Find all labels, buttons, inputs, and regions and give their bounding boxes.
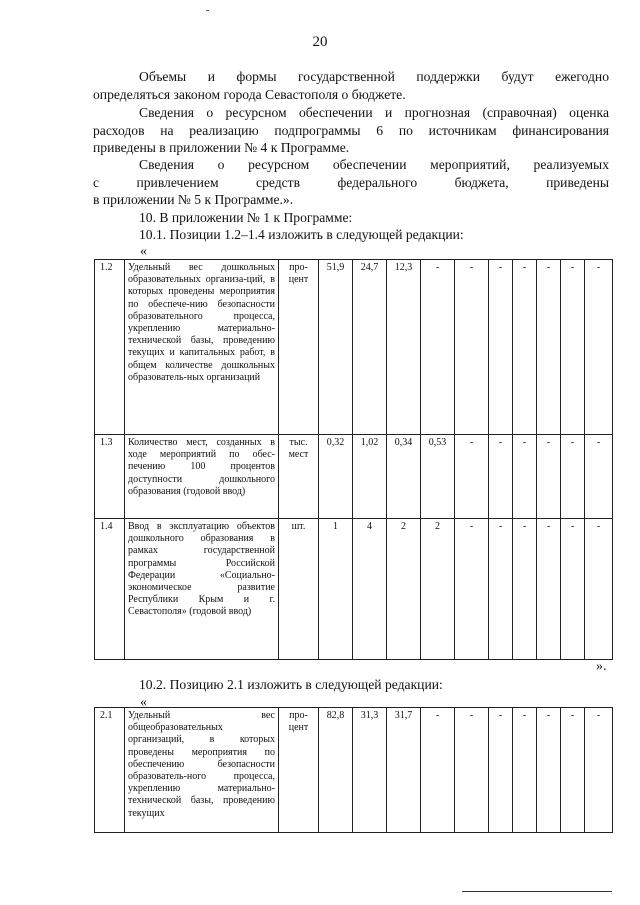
value-cell: - (561, 708, 585, 833)
value-cell: 2 (421, 519, 455, 660)
position-number: 1.3 (95, 435, 125, 519)
closing-quote: ». (596, 659, 607, 674)
positions-table-2 (94, 707, 613, 833)
value-cell: - (489, 708, 513, 833)
unit: шт. (279, 519, 319, 660)
value-cell: - (561, 519, 585, 660)
value-cell: 0,34 (387, 435, 421, 519)
scan-mark (206, 10, 209, 11)
value-cell: 1,02 (353, 435, 387, 519)
value-cell: 0,32 (319, 435, 353, 519)
page-number: 20 (312, 34, 328, 50)
unit: про-цент (279, 260, 319, 435)
value-cell: - (455, 435, 489, 519)
value-cell: - (513, 435, 537, 519)
unit: тыс. мест (279, 435, 319, 519)
value-cell: - (513, 708, 537, 833)
value-cell: - (489, 519, 513, 660)
value-cell: - (421, 708, 455, 833)
value-cell: 51,9 (319, 260, 353, 435)
paragraph-line: 10.2. Позицию 2.1 изложить в следующей редакции: (139, 677, 443, 692)
value-cell: - (537, 519, 561, 660)
value-cell: 31,7 (387, 708, 421, 833)
paragraph-line: в приложении № 5 к Программе.». (93, 192, 294, 207)
table-row (95, 435, 613, 519)
paragraph-line: 10. В приложении № 1 к Программе: (139, 210, 353, 225)
value-cell: 24,7 (353, 260, 387, 435)
value-cell: - (455, 260, 489, 435)
value-cell: - (537, 260, 561, 435)
opening-quote: « (140, 244, 147, 259)
paragraph-line: Сведения о ресурсном обеспечении и прогнозная (справочная) оценка (139, 105, 609, 120)
paragraph-line: 10.1. Позиции 1.2–1.4 изложить в следующей редакции: (139, 227, 464, 242)
unit: про-цент (279, 708, 319, 833)
value-cell: - (489, 260, 513, 435)
value-cell: - (561, 435, 585, 519)
value-cell: - (585, 708, 613, 833)
position-number: 1.2 (95, 260, 125, 435)
indicator-name: Количество мест, созданных в ходе мероприятий по обес-печению 100 процентов доступности дошкольного образования (годовой ввод) (125, 435, 279, 519)
value-cell: 2 (387, 519, 421, 660)
value-cell: - (585, 260, 613, 435)
value-cell: - (585, 435, 613, 519)
value-cell: - (513, 519, 537, 660)
paragraph-line: расходов на реализацию подпрограммы 6 по источникам финансирования (93, 123, 609, 138)
table-row (95, 708, 613, 833)
indicator-name: Удельный вес общеобразовательных организаций, в которых проведены мероприятия по обеспечению безопасности образователь-ного процесса, укреплению материально-технической базы, проведению текущих (125, 708, 279, 833)
value-cell: 1 (319, 519, 353, 660)
value-cell: 4 (353, 519, 387, 660)
value-cell: - (455, 519, 489, 660)
value-cell: - (585, 519, 613, 660)
value-cell: - (513, 260, 537, 435)
value-cell: 0,53 (421, 435, 455, 519)
opening-quote: « (140, 695, 147, 710)
footer-rule (462, 891, 612, 892)
table-row (95, 519, 613, 660)
position-number: 2.1 (95, 708, 125, 833)
value-cell: - (537, 435, 561, 519)
paragraph-line: Объемы и формы государственной поддержки будут ежегодно (139, 69, 609, 84)
value-cell: 82,8 (319, 708, 353, 833)
position-number: 1.4 (95, 519, 125, 660)
table-row (95, 260, 613, 435)
paragraph-line: определяться законом города Севастополя о бюджете. (93, 87, 406, 102)
value-cell: 31,3 (353, 708, 387, 833)
value-cell: 12,3 (387, 260, 421, 435)
value-cell: - (537, 708, 561, 833)
paragraph-line: с привлечением средств федерального бюджета, приведены (93, 175, 609, 190)
value-cell: - (489, 435, 513, 519)
positions-table-1 (94, 259, 613, 660)
indicator-name: Удельный вес дошкольных образовательных организа-ций, в которых проведены мероприятия по обеспече-нию безопасности образовательного процесса, укреплению материально-технической базы, проведению текущих и капитальных работ, в общем количестве дошкольных образователь-ных организаций (125, 260, 279, 435)
value-cell: - (421, 260, 455, 435)
paragraph-line: приведены в приложении № 4 к Программе. (93, 140, 350, 155)
value-cell: - (455, 708, 489, 833)
indicator-name: Ввод в эксплуатацию объектов дошкольного образования в рамках государственной программы Российской Федерации «Социально-экономическое развитие Республики Крым и г. Севастополя» (годовой ввод) (125, 519, 279, 660)
value-cell: - (561, 260, 585, 435)
paragraph-line: Сведения о ресурсном обеспечении мероприятий, реализуемых (139, 157, 609, 172)
